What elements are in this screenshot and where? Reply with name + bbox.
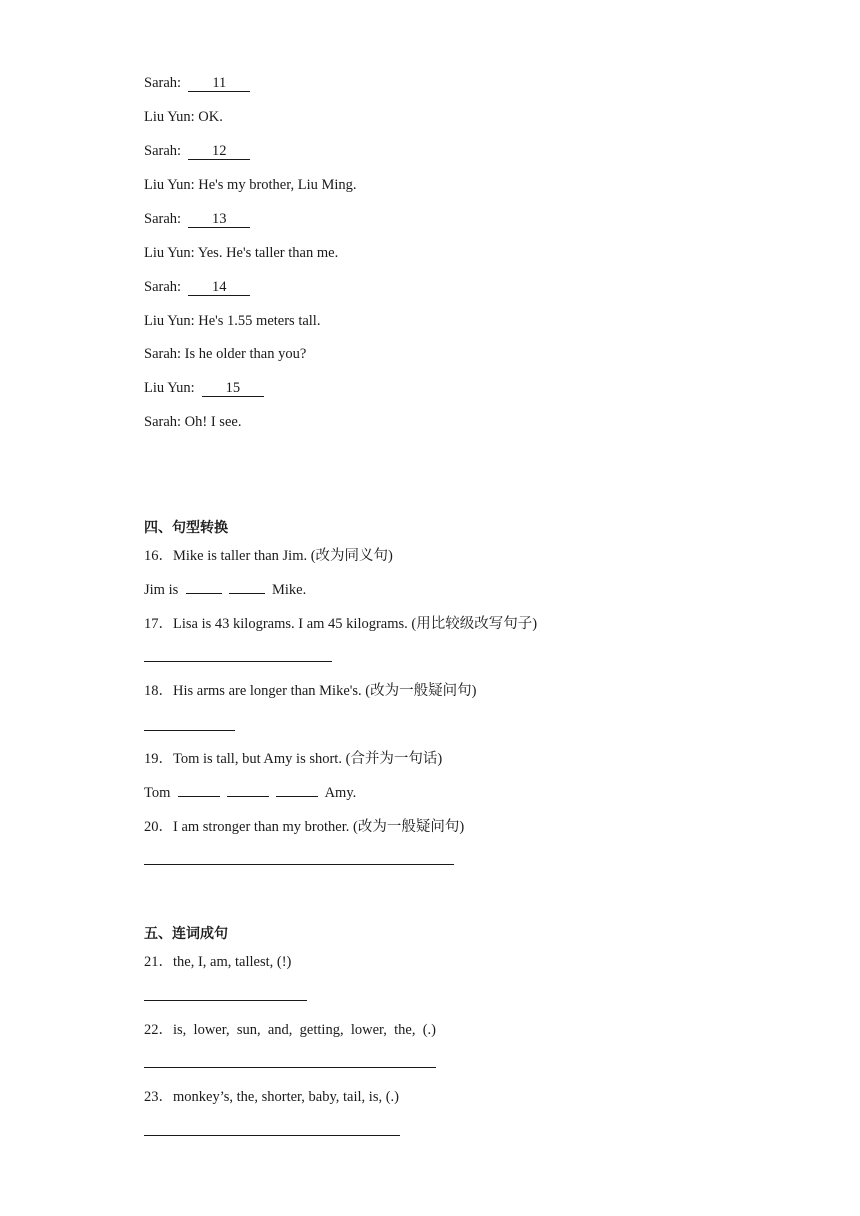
speaker: Sarah: <box>144 414 182 430</box>
section-heading-4: 四、句型转换 <box>144 520 228 536</box>
dialogue-text: Oh! I see. <box>184 414 242 430</box>
dialogue-text: Yes. He's taller than me. <box>197 245 339 261</box>
dialogue-line <box>144 176 357 194</box>
question-20: 20．I am stronger than my brother. (改为一般疑问句) <box>144 819 465 835</box>
answer-line-22[interactable] <box>144 1067 436 1068</box>
dialogue-line-15 <box>144 379 264 397</box>
answer-blank[interactable] <box>186 593 222 594</box>
answer-prefix: Jim is <box>144 582 179 598</box>
speaker: Liu Yun: <box>144 245 195 261</box>
speaker: Liu Yun: <box>144 109 195 125</box>
answer-line-23[interactable] <box>144 1135 400 1136</box>
question-16: 16．Mike is taller than Jim. (改为同义句) <box>144 548 393 564</box>
dialogue-text: He's my brother, Liu Ming. <box>198 177 357 193</box>
dialogue-line <box>144 413 241 431</box>
answer-blank-11[interactable]: 11 <box>188 76 250 92</box>
speaker: Sarah: <box>144 346 182 362</box>
answer-line-16 <box>144 581 306 599</box>
dialogue-line-13 <box>144 210 250 228</box>
dialogue-line <box>144 312 320 330</box>
answer-suffix: Mike. <box>272 582 307 598</box>
dialogue-line-12 <box>144 142 250 160</box>
question-17: 17．Lisa is 43 kilograms. I am 45 kilograms. (用比较级改写句子) <box>144 616 538 632</box>
answer-line-20[interactable] <box>144 864 454 865</box>
question-19: 19．Tom is tall, but Amy is short. (合并为一句话) <box>144 751 443 767</box>
speaker: Sarah: <box>144 279 182 295</box>
dialogue-line-11 <box>144 74 250 92</box>
answer-blank[interactable] <box>276 796 318 797</box>
answer-blank-15[interactable]: 15 <box>202 381 264 397</box>
answer-line-18[interactable] <box>144 730 235 731</box>
answer-blank-14[interactable]: 14 <box>188 280 250 296</box>
dialogue-line <box>144 345 306 363</box>
answer-blank-12[interactable]: 12 <box>188 144 250 160</box>
answer-blank-13[interactable]: 13 <box>188 212 250 228</box>
question-22: 22．is, lower, sun, and, getting, lower, the, (.) <box>144 1022 437 1038</box>
dialogue-text: OK. <box>198 109 223 125</box>
speaker: Liu Yun: <box>144 380 195 396</box>
speaker: Liu Yun: <box>144 313 195 329</box>
dialogue-text: Is he older than you? <box>184 346 307 362</box>
answer-prefix: Tom <box>144 785 171 801</box>
answer-line-17[interactable] <box>144 661 332 662</box>
dialogue-line <box>144 244 338 262</box>
dialogue-text: He's 1.55 meters tall. <box>198 313 321 329</box>
answer-blank[interactable] <box>227 796 269 797</box>
speaker: Sarah: <box>144 211 182 227</box>
dialogue-line-14 <box>144 278 250 296</box>
answer-line-21[interactable] <box>144 1000 307 1001</box>
answer-line-19 <box>144 784 356 802</box>
speaker: Sarah: <box>144 75 182 91</box>
answer-suffix: Amy. <box>324 785 357 801</box>
answer-blank[interactable] <box>229 593 265 594</box>
question-23: 23．monkey’s, the, shorter, baby, tail, is, (.) <box>144 1089 400 1105</box>
speaker: Liu Yun: <box>144 177 195 193</box>
dialogue-line <box>144 108 223 126</box>
question-21: 21．the, I, am, tallest, (!) <box>144 954 292 970</box>
answer-blank[interactable] <box>178 796 220 797</box>
speaker: Sarah: <box>144 143 182 159</box>
question-18: 18．His arms are longer than Mike's. (改为一般疑问句) <box>144 683 477 699</box>
section-heading-5: 五、连词成句 <box>144 926 228 942</box>
